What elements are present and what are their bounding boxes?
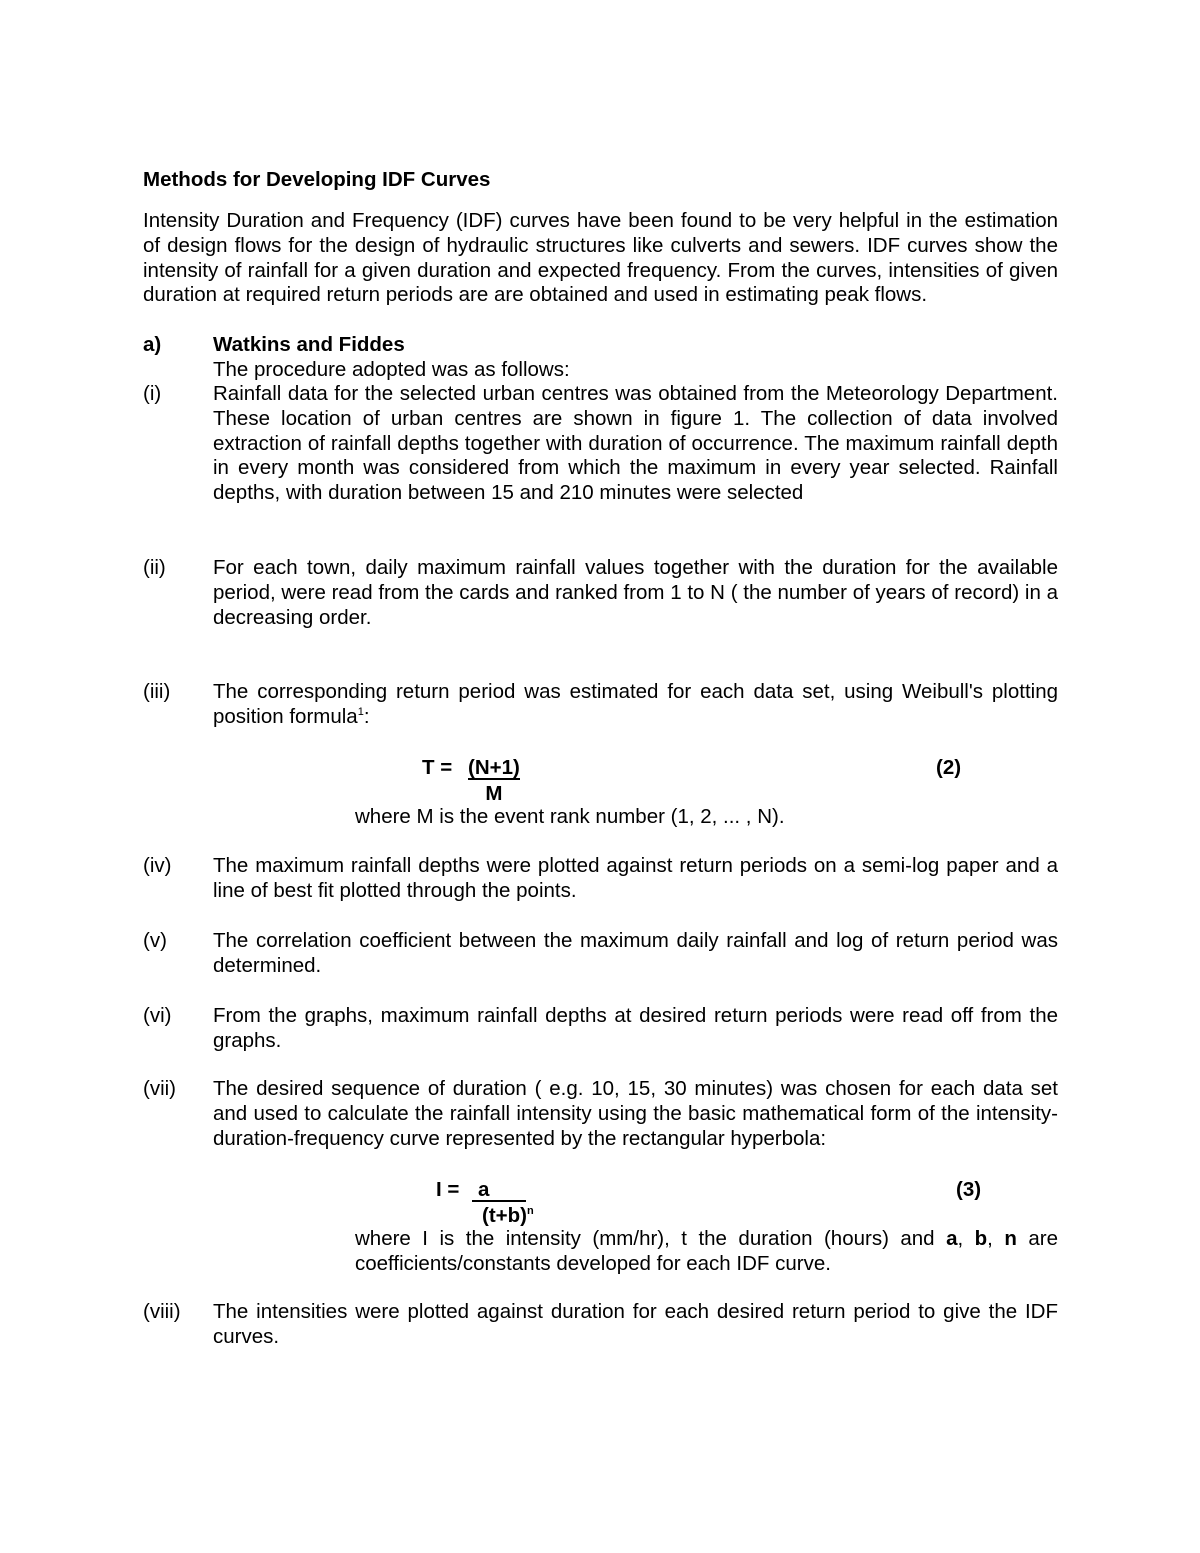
separator: , (957, 1227, 975, 1250)
equation-2-where: where M is the event rank number (1, 2, ... , N). (355, 805, 785, 828)
item-text: From the graphs, maximum rainfall depths at desired return periods were read off from the graphs. (213, 1004, 1058, 1052)
equation-2-numerator: (N+1) (468, 756, 520, 779)
coef-a: a (946, 1227, 958, 1250)
item-text: Rainfall data for the selected urban centres was obtained from the Meteorology Department. These location of urban centres are shown in figure 1. The collection of data involved extraction of rainfall depths together with duration of occurrence. The maximum rainfall depth in every month was considered from which the maximum in every year selected. Rainfall depths, with duration between 15 and 210 minutes were selected (213, 382, 1058, 505)
item-number: (iv) (143, 854, 172, 877)
document-title: Methods for Developing IDF Curves (143, 168, 491, 191)
item-number: (v) (143, 929, 167, 952)
footnote-marker: 1 (357, 705, 364, 718)
section-title: Watkins and Fiddes (213, 333, 405, 356)
section-label: a) (143, 333, 162, 356)
item-text: The maximum rainfall depths were plotted against return periods on a semi-log paper and a line of best fit plotted through the points. (213, 854, 1058, 902)
equation-3-denominator-row (472, 1204, 534, 1229)
item-text: For each town, daily maximum rainfall values together with the duration for the available period, were read from the cards and ranked from 1 to N ( the number of years of record) in a decreasing order. (213, 556, 1058, 629)
intro-paragraph: Intensity Duration and Frequency (IDF) curves have been found to be very helpful in the estimation of design flows for the design of hydraulic structures like culverts and sewers. IDF curves show the intensity of rainfall for a given duration and expected frequency. From the curves, intensities of given duration at required return periods are are obtained and used in estimating peak flows. (143, 209, 1058, 307)
equation-2-number: (2) (936, 756, 962, 779)
equation-2-fraction (468, 756, 520, 807)
item-number: (vii) (143, 1077, 177, 1100)
coef-n: n (1004, 1227, 1017, 1250)
item-number: (vi) (143, 1004, 172, 1027)
item-text: The correlation coefficient between the maximum daily rainfall and log of return period was determined. (213, 929, 1058, 977)
item-text-tail: : (363, 704, 370, 728)
equation-3-number: (3) (956, 1178, 982, 1201)
equation-3-fraction (472, 1178, 534, 1229)
item-number: (ii) (143, 556, 166, 579)
item-number: (i) (143, 382, 162, 405)
item-text: The desired sequence of duration ( e.g. 10, 15, 30 minutes) was chosen for each data set and used to calculate the rainfall intensity using the basic mathematical form of the intensity-duration-frequency curve represented by the rectangular hyperbola: (213, 1077, 1058, 1150)
equation-3-numerator: a (472, 1180, 526, 1202)
where-text: where I is the intensity (mm/hr), t the duration (hours) and (355, 1227, 947, 1250)
where-text-tail: are coefficients/constants developed for each IDF curve. (355, 1227, 1058, 1275)
equation-3-lhs: I = (436, 1178, 460, 1201)
equation-2-lhs: T = (422, 756, 453, 779)
section-intro: The procedure adopted was as follows: (213, 358, 570, 381)
item-number: (iii) (143, 680, 171, 703)
equation-3-exponent: n (526, 1204, 534, 1217)
separator: , (987, 1227, 1005, 1250)
coef-b: b (974, 1227, 988, 1250)
item-text-main: The corresponding return period was estimated for each data set, using Weibull's plotting position formula (213, 680, 1058, 728)
equation-3-where (355, 1227, 1058, 1277)
item-text (213, 680, 1058, 730)
item-number: (viii) (143, 1300, 181, 1323)
equation-3-denominator: (t+b) (482, 1203, 527, 1227)
item-text: The intensities were plotted against duration for each desired return period to give the IDF curves. (213, 1300, 1058, 1348)
equation-2-denominator: M (485, 781, 503, 805)
